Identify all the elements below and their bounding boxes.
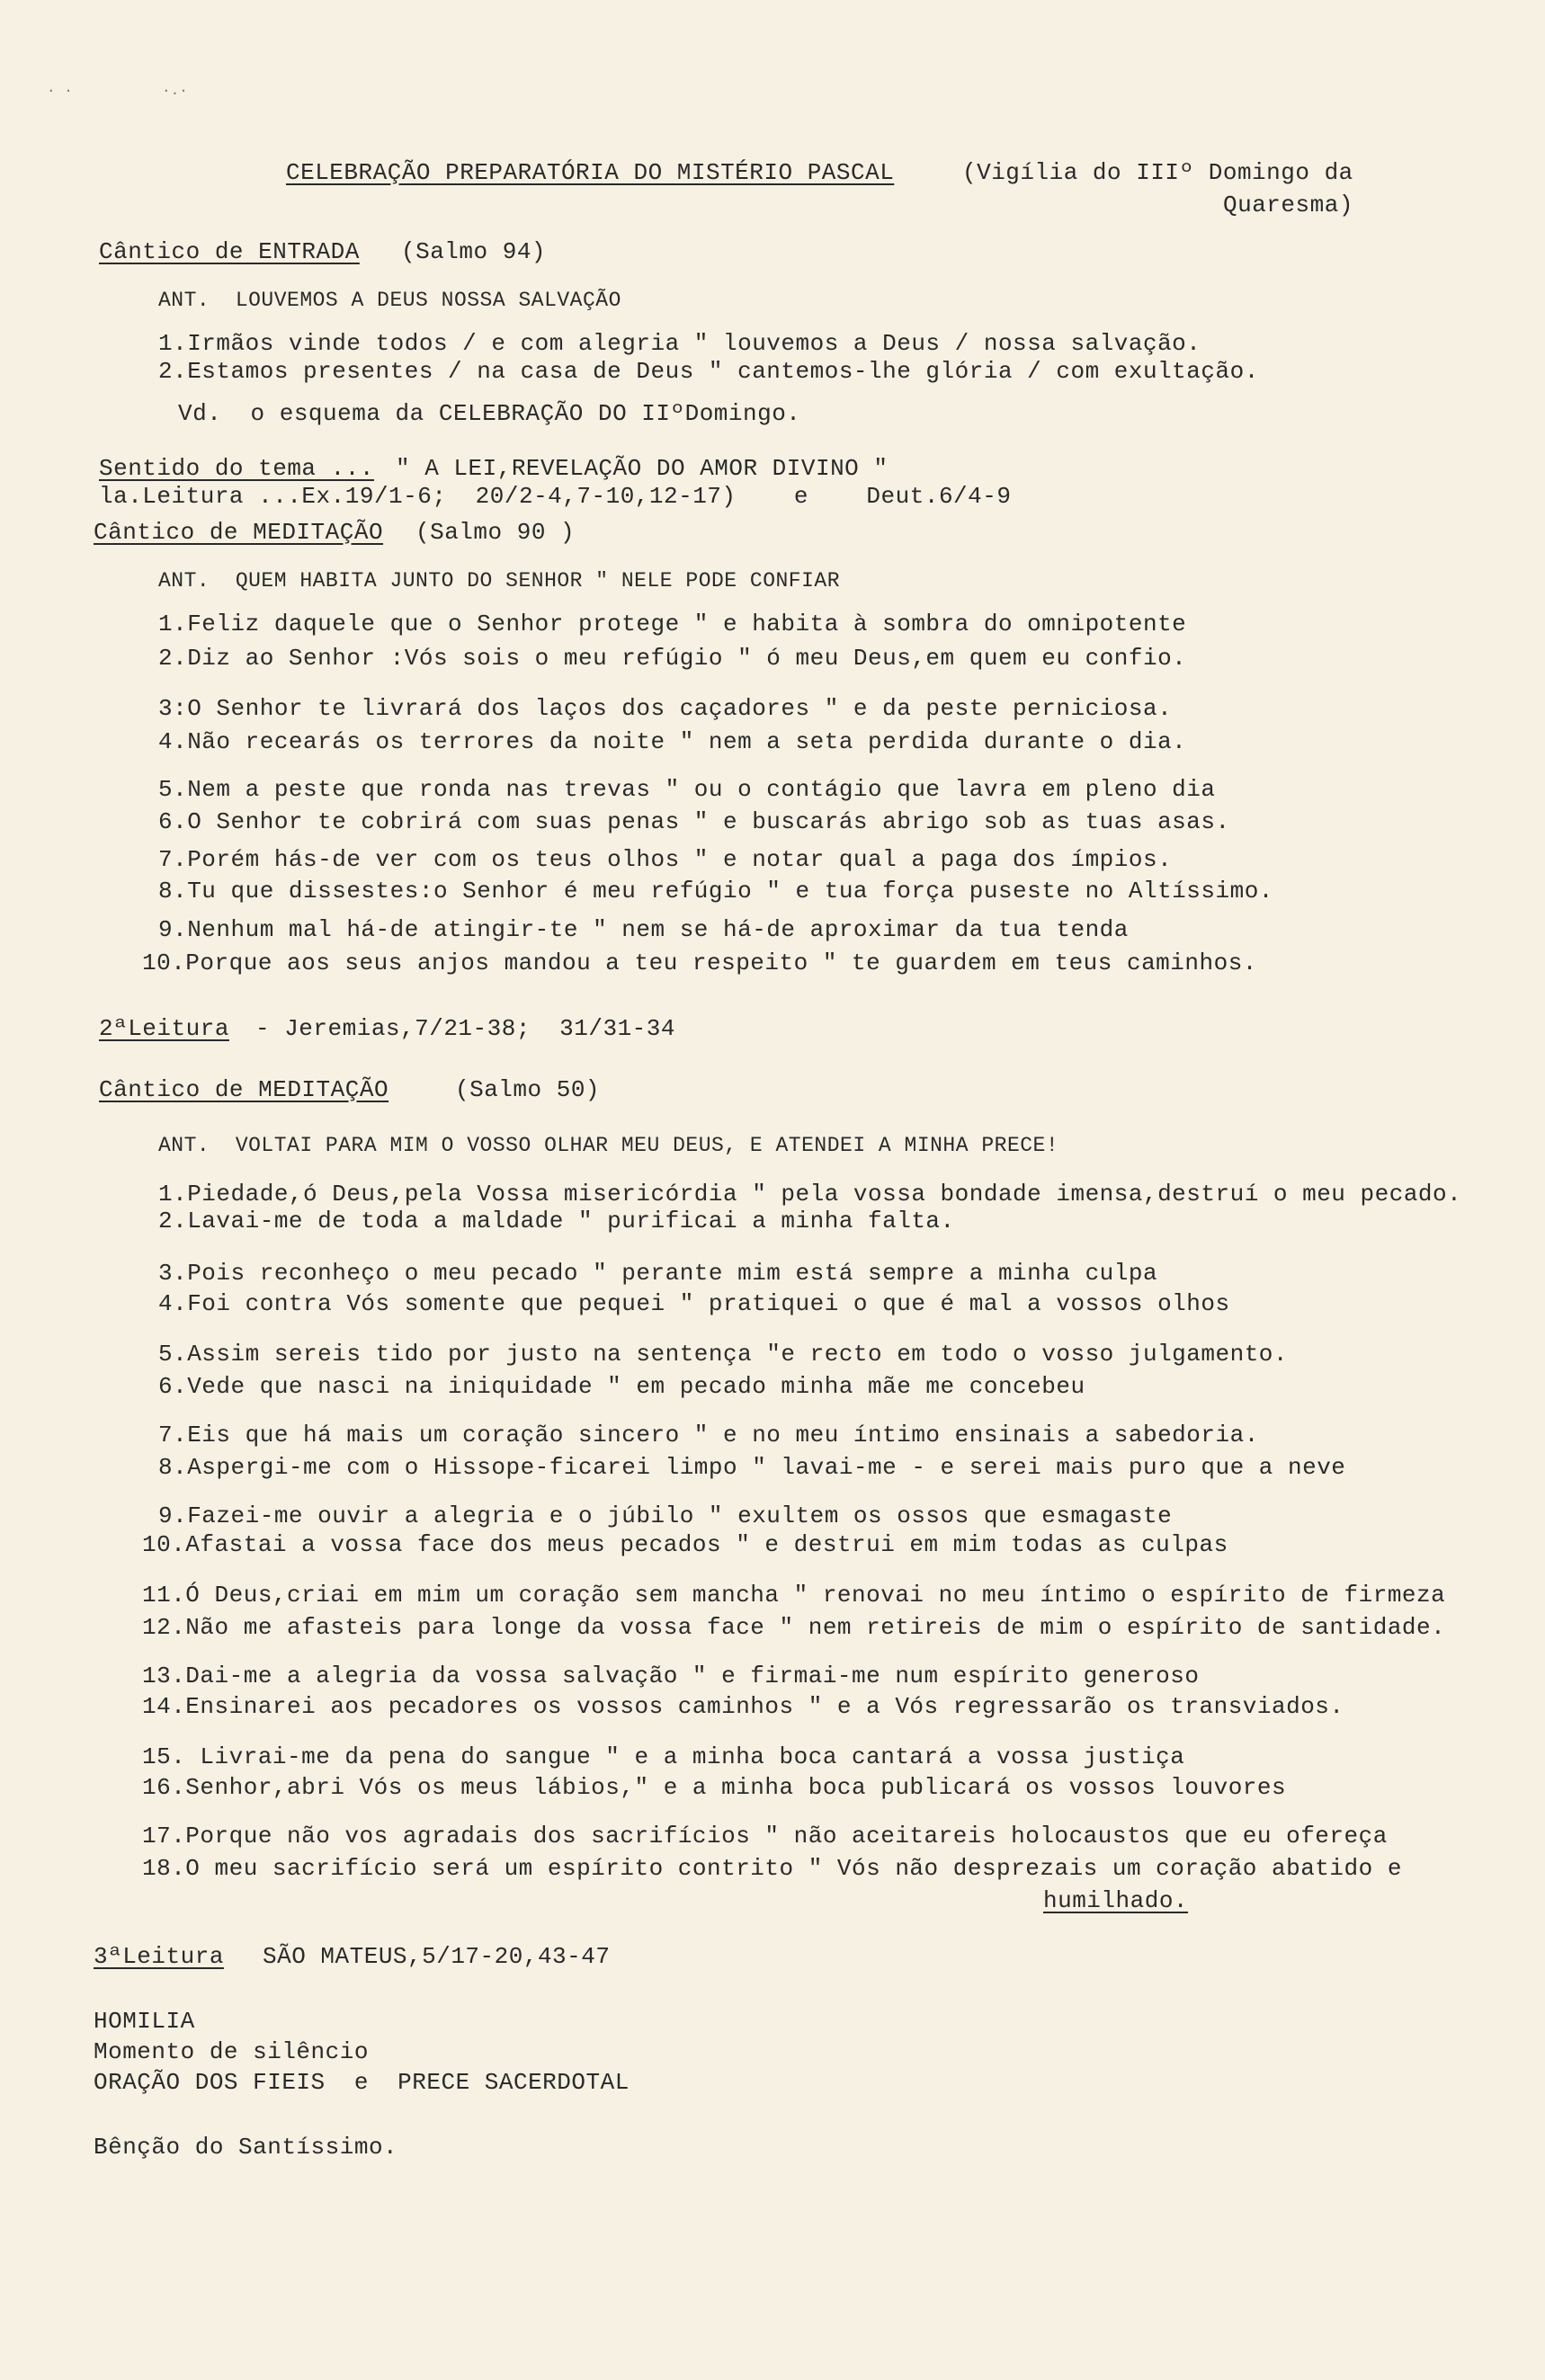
meditacao2-antiphon: ANT. VOLTAI PARA MIM O VOSSO OLHAR MEU DEUS, E ATENDEI A MINHA PRECE! [158, 1134, 1059, 1157]
meditacao1-verse: 9.Nenhum mal há-de atingir-te " nem se há-de aproximar da tua tenda [158, 916, 1129, 943]
meditacao1-psalm: (Salmo 90 ) [415, 519, 576, 546]
meditacao1-verse: 6.O Senhor te cobrirá com suas penas " e buscarás abrigo sob as tuas asas. [158, 808, 1230, 835]
meditacao2-verse: 6.Vede que nasci na iniquidade " em pecado minha mãe me concebeu [158, 1373, 1085, 1400]
entrada-antiphon: ANT. LOUVEMOS A DEUS NOSSA SALVAÇÃO [158, 289, 621, 312]
meditacao1-verse: 10.Porque aos seus anjos mandou a teu respeito " te guardem em teus caminhos. [142, 949, 1257, 976]
leitura2-text: - Jeremias,7/21-38; 31/31-34 [255, 1015, 675, 1042]
meditacao2-verse: 3.Pois reconheço o meu pecado " perante mim está sempre a minha culpa [158, 1260, 1158, 1287]
document-title: CELEBRAÇÃO PREPARATÓRIA DO MISTÉRIO PASCAL [286, 159, 895, 186]
meditacao2-verse: 1.Piedade,ó Deus,pela Vossa misericórdia " pela vossa bondade imensa,destruí o meu pecado. [158, 1181, 1462, 1208]
meditacao2-verse: 12.Não me afasteis para longe da vossa face " nem retireis de mim o espírito de santidade. [142, 1614, 1446, 1641]
meditacao2-verse: 11.Ó Deus,criai em mim um coração sem mancha " renovai no meu íntimo o espírito de firmeza [142, 1582, 1446, 1609]
bencao-line: Bênção do Santíssimo. [94, 2134, 398, 2161]
meditacao2-verse: 7.Eis que há mais um coração sincero " e no meu íntimo ensinais a sabedoria. [158, 1422, 1259, 1449]
entrada-verse: 2.Estamos presentes / na casa de Deus " cantemos-lhe glória / com exultação. [158, 358, 1259, 385]
leitura3-text: SÃO MATEUS,5/17-20,43-47 [263, 1943, 611, 1970]
leitura3-label: 3ªLeitura [94, 1943, 224, 1970]
meditacao1-verse: 7.Porém hás-de ver com os teus olhos " e notar qual a paga dos ímpios. [158, 846, 1173, 873]
meditacao2-verse: 17.Porque não vos agradais dos sacrifícios " não aceitareis holocaustos que eu ofereça [142, 1823, 1388, 1850]
tema-text: " A LEI,REVELAÇÃO DO AMOR DIVINO " [396, 455, 889, 482]
header-note-line2: Quaresma) [1223, 192, 1353, 218]
paper-speck: ·.· [162, 83, 188, 99]
meditacao1-verse: 3:O Senhor te livrará dos laços dos caçadores " e da peste perniciosa. [158, 695, 1173, 722]
entrada-heading: Cântico de ENTRADA [99, 238, 360, 265]
meditacao2-psalm: (Salmo 50) [455, 1076, 601, 1103]
meditacao2-verse: 16.Senhor,abri Vós os meus lábios," e a minha boca publicará os vossos louvores [142, 1774, 1287, 1801]
meditacao1-antiphon: ANT. QUEM HABITA JUNTO DO SENHOR " NELE PODE CONFIAR [158, 569, 841, 593]
header-note-line1: (Vigília do IIIº Domingo da [962, 159, 1353, 186]
entrada-verse: 1.Irmãos vinde todos / e com alegria " louvemos a Deus / nossa salvação. [158, 330, 1201, 357]
entrada-reference: Vd. o esquema da CELEBRAÇÃO DO IIºDomingo. [178, 400, 801, 427]
leitura2-label: 2ªLeitura [99, 1015, 229, 1042]
meditacao1-verse: 2.Diz ao Senhor :Vós sois o meu refúgio " ó meu Deus,em quem eu confio. [158, 645, 1187, 672]
meditacao2-heading: Cântico de MEDITAÇÃO [99, 1076, 389, 1103]
entrada-psalm: (Salmo 94) [401, 238, 547, 265]
meditacao2-verse: 9.Fazei-me ouvir a alegria e o júbilo " exultem os ossos que esmagaste [158, 1502, 1173, 1529]
meditacao1-verse: 8.Tu que dissestes:o Senhor é meu refúgio " e tua força puseste no Altíssimo. [158, 878, 1273, 905]
paper-speck: · · [47, 83, 73, 99]
meditacao2-verse: 8.Aspergi-me com o Hissope-ficarei limpo " lavai-me - e serei mais puro que a neve [158, 1454, 1346, 1481]
meditacao2-verse: 18.O meu sacrifício será um espírito contrito " Vós não desprezais um coração abatido e [142, 1855, 1402, 1882]
oracao-line: ORAÇÃO DOS FIEIS e PRECE SACERDOTAL [94, 2069, 630, 2096]
meditacao2-verse: 10.Afastai a vossa face dos meus pecados " e destrui em mim todas as culpas [142, 1531, 1228, 1558]
silencio-line: Momento de silêncio [94, 2038, 369, 2065]
homilia-line: HOMILIA [94, 2008, 195, 2035]
leitura1-line: la.Leitura ...Ex.19/1-6; 20/2-4,7-10,12-17) e Deut.6/4-9 [99, 483, 1012, 510]
meditacao2-verse: humilhado. [1043, 1887, 1189, 1914]
meditacao2-verse: 14.Ensinarei aos pecadores os vossos caminhos " e a Vós regressarão os transviados. [142, 1693, 1344, 1720]
meditacao1-heading: Cântico de MEDITAÇÃO [94, 519, 384, 546]
meditacao2-verse: 15. Livrai-me da pena do sangue " e a minha boca cantará a vossa justiça [142, 1743, 1185, 1770]
meditacao1-verse: 1.Feliz daquele que o Senhor protege " e habita à sombra do omnipotente [158, 611, 1187, 637]
meditacao1-verse: 5.Nem a peste que ronda nas trevas " ou o contágio que lavra em pleno dia [158, 776, 1216, 803]
meditacao2-verse: 13.Dai-me a alegria da vossa salvação " e firmai-me num espírito generoso [142, 1662, 1200, 1689]
tema-label: Sentido do tema ... [99, 455, 374, 482]
meditacao2-verse: 2.Lavai-me de toda a maldade " purificai a minha falta. [158, 1208, 955, 1235]
meditacao1-verse: 4.Não recearás os terrores da noite " nem a seta perdida durante o dia. [158, 728, 1187, 755]
meditacao2-verse: 5.Assim sereis tido por justo na sentença "e recto em todo o vosso julgamento. [158, 1341, 1288, 1368]
meditacao2-verse: 4.Foi contra Vós somente que pequei " pratiquei o que é mal a vossos olhos [158, 1290, 1230, 1317]
